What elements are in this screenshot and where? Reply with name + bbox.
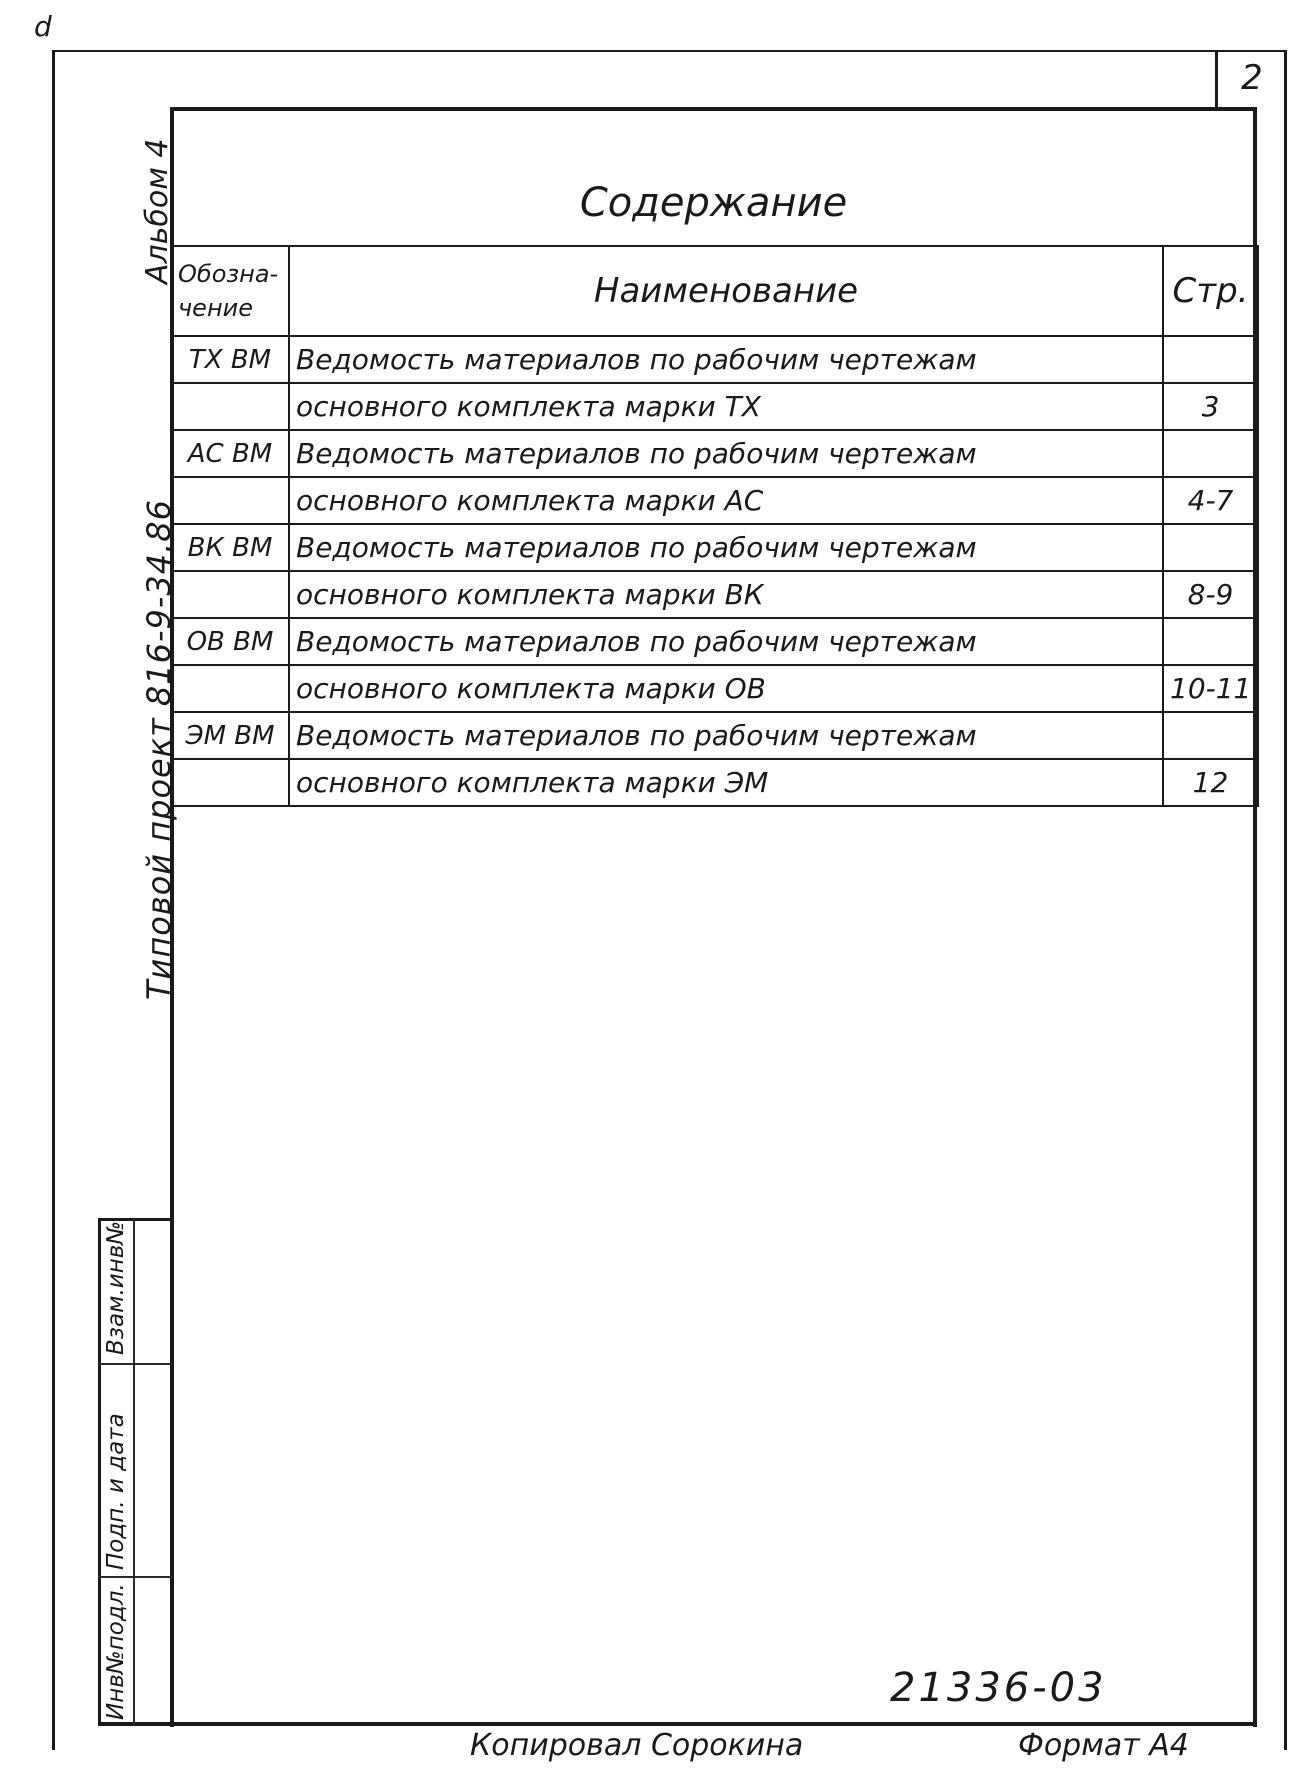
- document-title: Содержание: [579, 180, 848, 226]
- row-name: основного комплекта марки ВК: [289, 571, 1163, 618]
- row-name: Ведомость материалов по рабочим чертежам: [289, 712, 1163, 759]
- side-project-label: Типовой проект 816-9-34.86: [140, 498, 178, 1000]
- format-label: Формат А4: [1018, 1728, 1189, 1763]
- row-name: Ведомость материалов по рабочим чертежам: [289, 524, 1163, 571]
- corner-mark: d: [34, 10, 52, 43]
- sheet-border-top: [52, 50, 1286, 52]
- row-name: Ведомость материалов по рабочим чертежам: [289, 430, 1163, 477]
- row-name: основного комплекта марки ТХ: [289, 383, 1163, 430]
- table-row: [171, 712, 1258, 759]
- row-page: [1163, 430, 1258, 477]
- table-row: [171, 759, 1258, 806]
- frame-border-top: [170, 107, 1257, 111]
- stamp-inv-podl: Инв№подл.: [103, 1583, 129, 1720]
- row-page: [1163, 618, 1258, 665]
- row-code: [171, 665, 289, 712]
- row-page: 8-9: [1163, 571, 1258, 618]
- header-page: Стр.: [1163, 246, 1258, 336]
- side-album-label: Альбом 4: [140, 138, 175, 284]
- row-code: ТХ ВМ: [171, 336, 289, 383]
- row-page: 4-7: [1163, 477, 1258, 524]
- page-number: 2: [1241, 58, 1263, 98]
- header-name: Наименование: [289, 246, 1163, 336]
- stamp-podp-data: Подп. и дата: [103, 1413, 129, 1570]
- table-body: [171, 336, 1258, 806]
- header-code: Обозна- чение: [171, 246, 289, 336]
- document-number: 21336-03: [890, 1665, 1107, 1711]
- row-name: основного комплекта марки АС: [289, 477, 1163, 524]
- table-row: [171, 383, 1258, 430]
- row-name: основного комплекта марки ЭМ: [289, 759, 1163, 806]
- row-code: ВК ВМ: [171, 524, 289, 571]
- page-number-box-divider: [1215, 50, 1218, 107]
- row-page: 10-11: [1163, 665, 1258, 712]
- row-code: [171, 571, 289, 618]
- row-page: 3: [1163, 383, 1258, 430]
- table-row: [171, 665, 1258, 712]
- table-row: [171, 524, 1258, 571]
- table-row: [171, 336, 1258, 383]
- sheet-border-left: [52, 50, 55, 1750]
- contents-table: [170, 245, 1259, 807]
- row-code: [171, 759, 289, 806]
- table-row: [171, 618, 1258, 665]
- row-name: Ведомость материалов по рабочим чертежам: [289, 336, 1163, 383]
- row-code: [171, 477, 289, 524]
- row-page: [1163, 524, 1258, 571]
- frame-border-bottom: [98, 1722, 1257, 1726]
- row-code: АС ВМ: [171, 430, 289, 477]
- row-code: ОВ ВМ: [171, 618, 289, 665]
- table-header-row: [171, 246, 1258, 336]
- copied-by-label: Копировал Сорокина: [470, 1728, 804, 1763]
- table-row: [171, 477, 1258, 524]
- row-page: [1163, 336, 1258, 383]
- stamp-divider-2: [98, 1576, 172, 1578]
- row-code: [171, 383, 289, 430]
- table-row: [171, 430, 1258, 477]
- row-name: Ведомость материалов по рабочим чертежам: [289, 618, 1163, 665]
- row-name: основного комплекта марки ОВ: [289, 665, 1163, 712]
- stamp-divider-1: [98, 1363, 172, 1365]
- row-code: ЭМ ВМ: [171, 712, 289, 759]
- stamp-vzam-inv: Взам.инв№: [103, 1220, 129, 1355]
- table-row: [171, 571, 1258, 618]
- row-page: [1163, 712, 1258, 759]
- stamp-divider-vertical: [133, 1218, 135, 1726]
- row-page: 12: [1163, 759, 1258, 806]
- sheet-border-right: [1284, 50, 1287, 1750]
- stamp-border-left: [98, 1218, 101, 1726]
